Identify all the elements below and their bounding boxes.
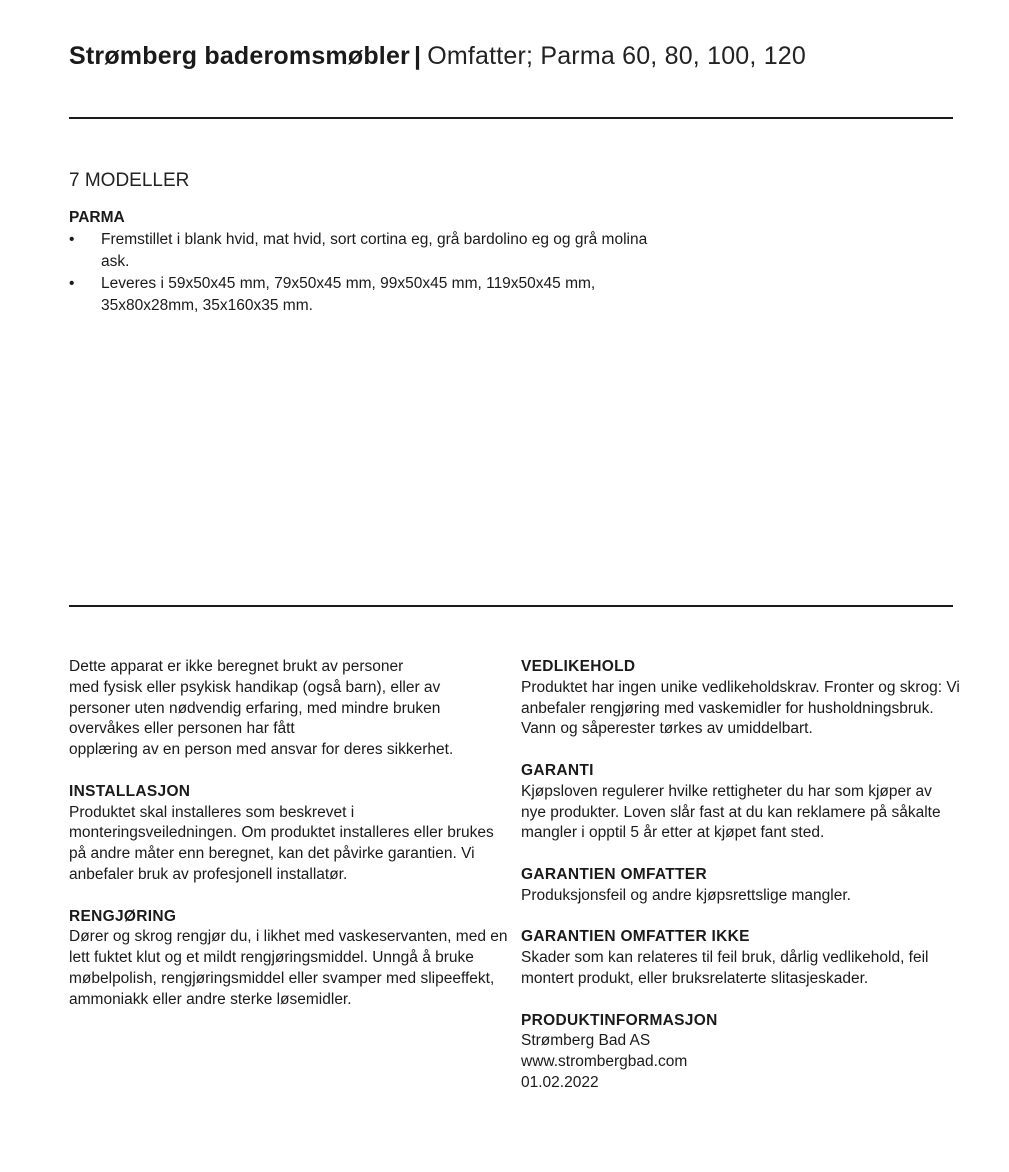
maintenance-section bbox=[521, 657, 961, 740]
warranty-section bbox=[521, 761, 961, 844]
brand-name: Strømberg baderomsmøbler bbox=[69, 42, 410, 70]
cleaning-text: Dører og skrog rengjør du, i likhet med vaskeservanten, med en lett fuktet klut og et mildt rengjøringsmiddel. Unngå å bruke møbelpolish, rengjøringsmiddel eller svamper med slipeeffekt, ammoniakk eller andre sterke løsemidler. bbox=[69, 928, 508, 1008]
model-name: PARMA bbox=[69, 209, 125, 226]
warranty-excludes-section bbox=[521, 927, 961, 989]
middle-divider bbox=[69, 605, 953, 607]
bullet-text: Leveres i 59x50x45 mm, 79x50x45 mm, 99x50x45 mm, 119x50x45 mm, 35x80x28mm, 35x160x35 mm. bbox=[101, 275, 596, 314]
maintenance-text: Produktet har ingen unike vedlikeholdskrav. Fronter og skrog: Vi anbefaler rengjøring med vaskemidler for husholdningsbruk. Vann og såperester tørkes av umiddelbart. bbox=[521, 678, 960, 738]
title-subtitle: Omfatter; Parma 60, 80, 100, 120 bbox=[427, 42, 807, 70]
installation-text: Produktet skal installeres som beskrevet i monteringsveiledningen. Om produktet installeres eller brukes på andre måter enn beregnet, kan det påvirke garantien. Vi anbefaler bruk av profesjonell installatør. bbox=[69, 803, 494, 883]
models-count-label: 7 MODELLER bbox=[69, 170, 190, 191]
warranty-excludes-heading: GARANTIEN OMFATTER IKKE bbox=[521, 928, 750, 946]
title-separator: | bbox=[413, 42, 422, 70]
cleaning-section bbox=[69, 907, 509, 1011]
safety-notice bbox=[69, 657, 509, 761]
left-column bbox=[69, 657, 509, 1031]
warranty-covers-text: Produksjonsfeil og andre kjøpsrettslige mangler. bbox=[521, 886, 851, 904]
product-info-section bbox=[521, 1011, 961, 1094]
right-column bbox=[521, 657, 961, 1115]
list-item bbox=[69, 229, 679, 273]
warranty-excludes-text: Skader som kan relateres til feil bruk, dårlig vedlikehold, feil montert produkt, eller bruksrelaterte slitasjeskader. bbox=[521, 949, 929, 987]
bullet-icon: • bbox=[69, 231, 75, 248]
maintenance-heading: VEDLIKEHOLD bbox=[521, 658, 636, 675]
warranty-heading: GARANTI bbox=[521, 761, 594, 779]
bullet-text: Fremstillet i blank hvid, mat hvid, sort cortina eg, grå bardolino eg og grå molina ask. bbox=[101, 231, 648, 270]
warranty-covers-section bbox=[521, 865, 961, 907]
company-name: Strømberg Bad AS bbox=[521, 1032, 651, 1050]
model-bullet-list bbox=[69, 229, 679, 317]
cleaning-heading: RENGJØRING bbox=[69, 907, 177, 925]
models-section bbox=[69, 207, 679, 317]
bullet-icon: • bbox=[69, 275, 75, 292]
installation-section bbox=[69, 782, 509, 886]
product-info-heading: PRODUKTINFORMASJON bbox=[521, 1011, 718, 1029]
page-title bbox=[69, 40, 806, 72]
website-link[interactable]: www.strombergbad.com bbox=[521, 1053, 688, 1071]
top-divider bbox=[69, 117, 953, 119]
safety-notice-text: Dette apparat er ikke beregnet brukt av personer med fysisk eller psykisk handikap (også barn), eller av personer uten nødvendig erfaring, med mindre bruken overvåkes eller personen har fått opplæring av en person med ansvar for deres sikkerhet. bbox=[69, 658, 454, 759]
installation-heading: INSTALLASJON bbox=[69, 782, 191, 800]
warranty-covers-heading: GARANTIEN OMFATTER bbox=[521, 865, 707, 883]
warranty-text: Kjøpsloven regulerer hvilke rettigheter du har som kjøper av nye produkter. Loven slår fast at du kan reklamere på såkalte mangler i opptil 5 år etter at kjøpet fant sted. bbox=[521, 782, 941, 842]
list-item bbox=[69, 273, 679, 317]
document-date: 01.02.2022 bbox=[521, 1073, 599, 1091]
